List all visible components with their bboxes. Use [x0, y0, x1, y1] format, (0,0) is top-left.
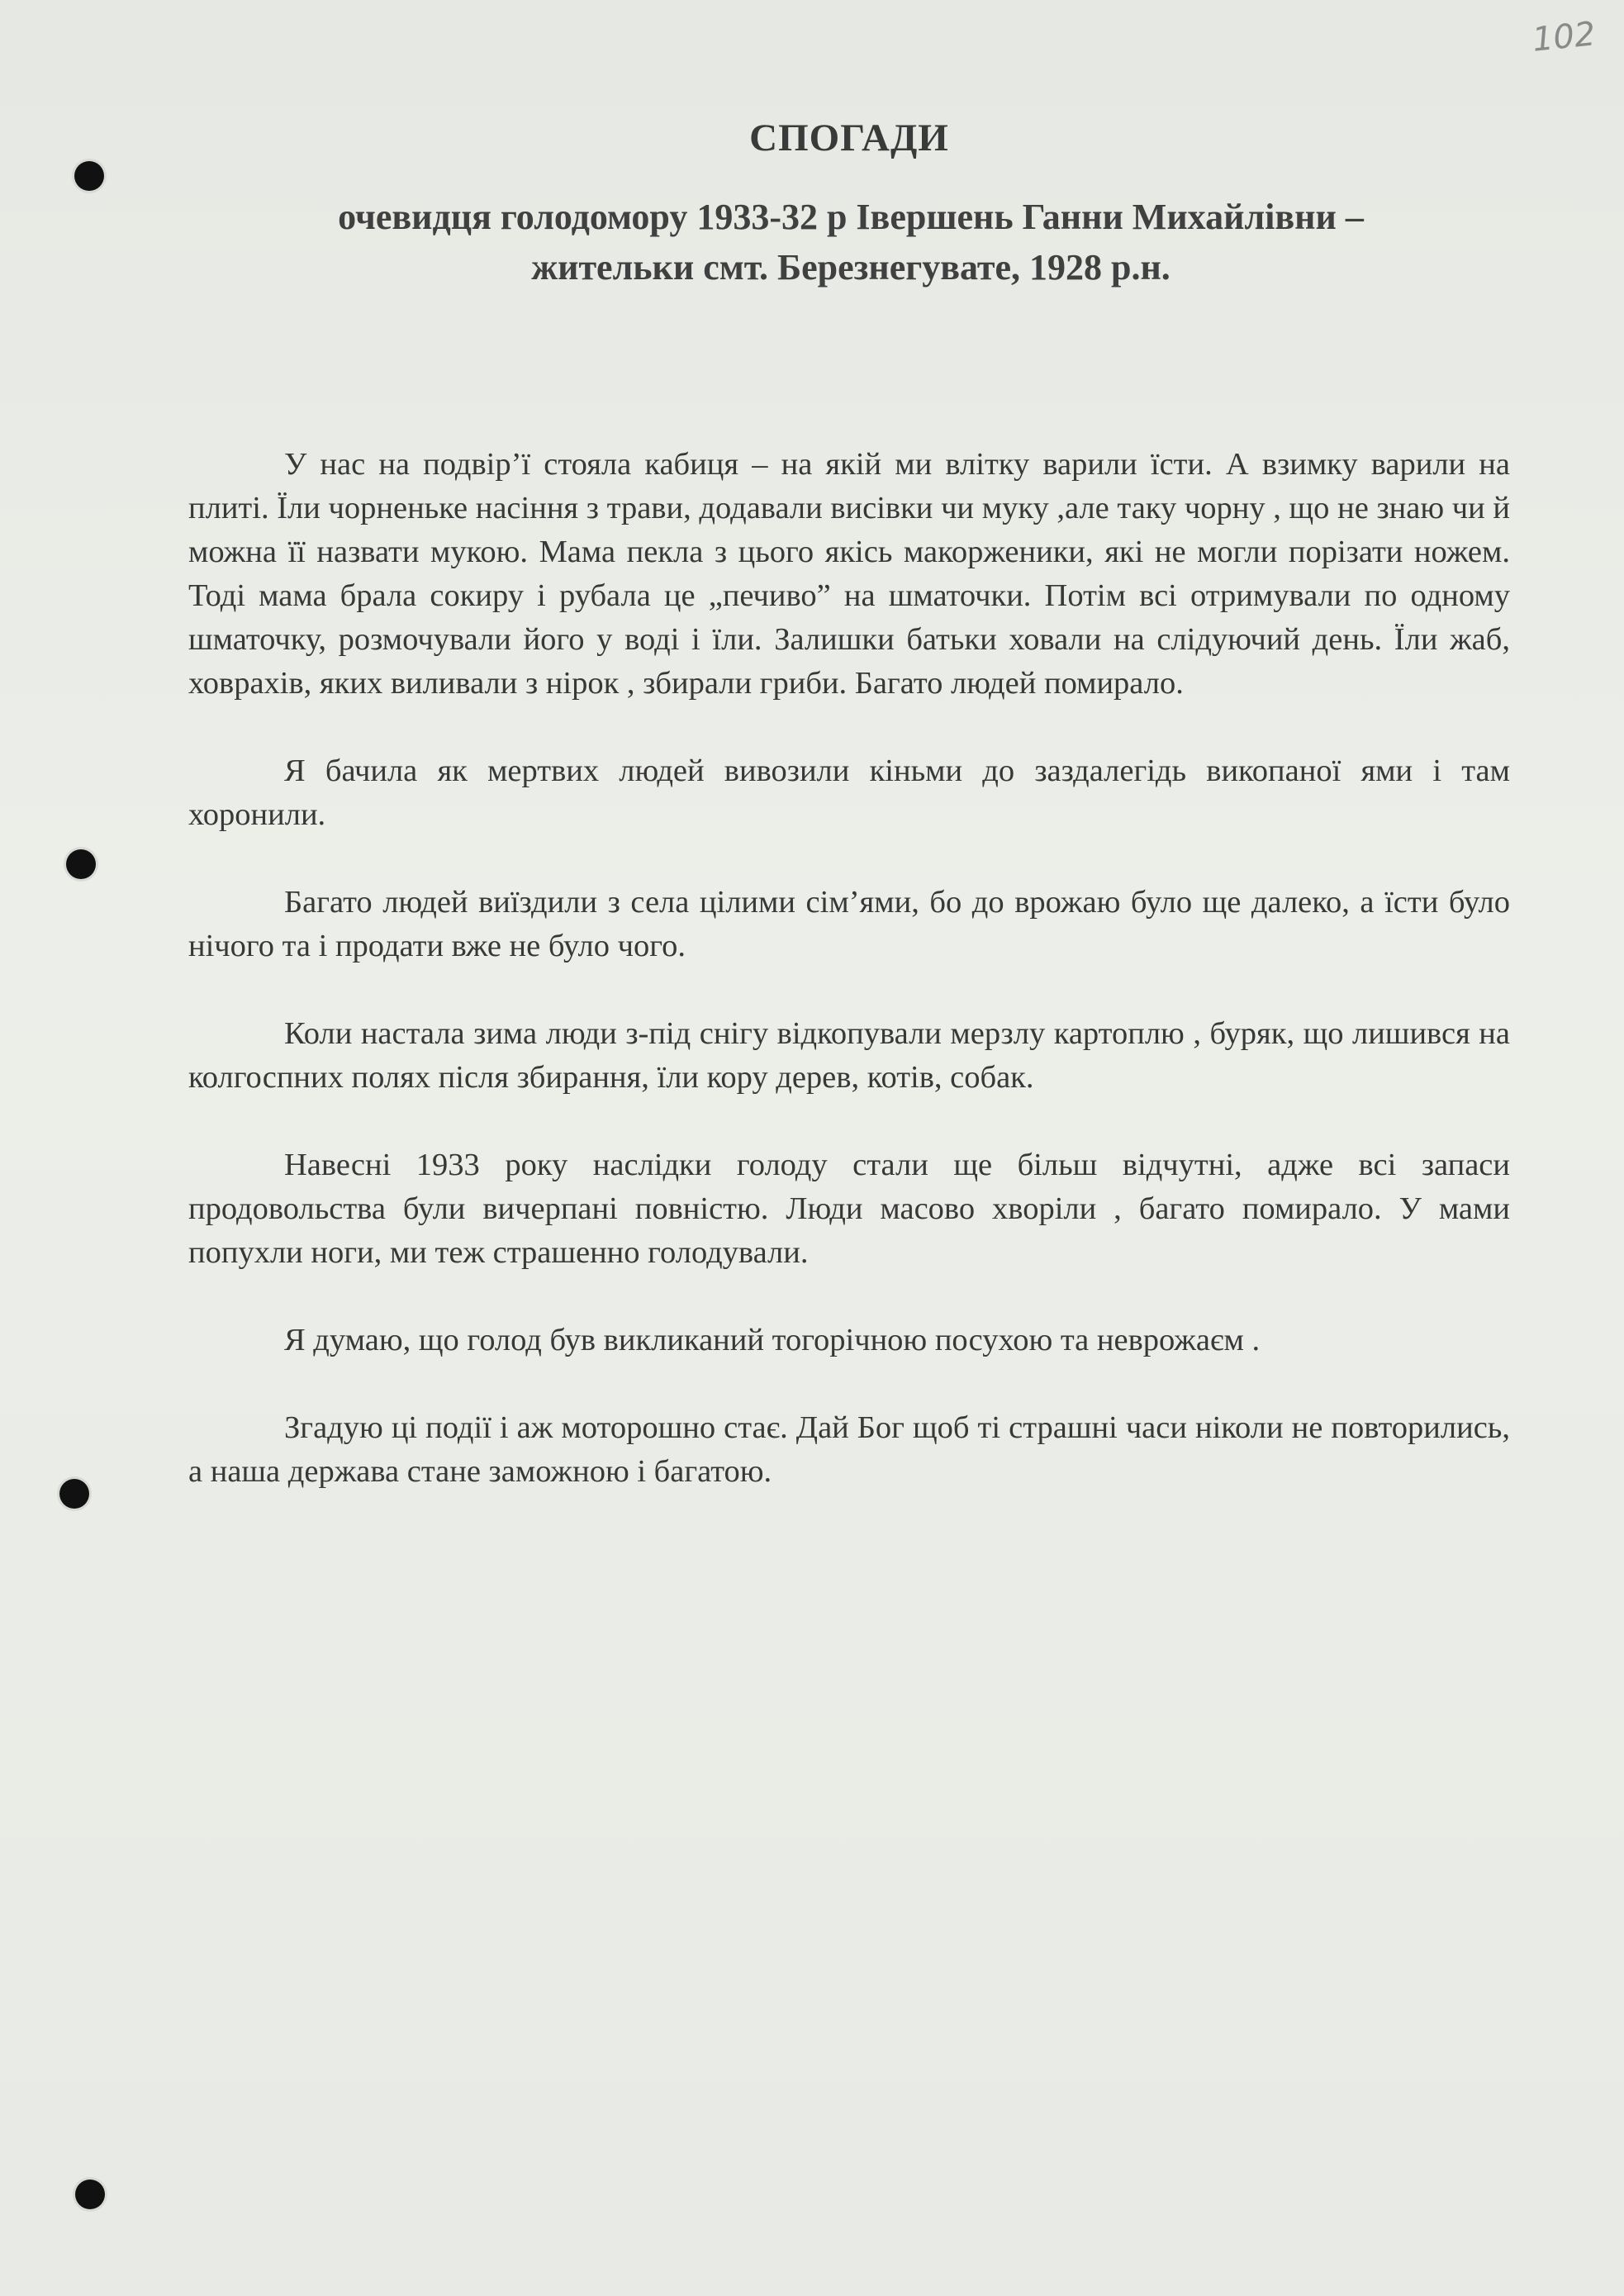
document-subtitle — [207, 192, 1495, 292]
document-title: СПОГАДИ — [749, 116, 949, 159]
page-number: 102 — [1530, 15, 1598, 59]
paragraph-5: Навесні 1933 року наслідки голоду стали ще більш відчутні, адже всі запаси продовольства були вичерпані повністю. Люди масово хворіли , багато помирало. У мами попухли ноги, ми теж страшенно голодували. — [188, 1148, 1510, 1270]
punch-hole-4 — [75, 2180, 105, 2209]
paragraph-6: Я думаю, що голод був викликаний тогорічною посухою та неврожаєм . — [284, 1323, 1261, 1357]
subtitle-line-2: жительки смт. Березнегувате, 1928 р.н. — [531, 247, 1171, 288]
punch-hole-1 — [74, 161, 104, 191]
paragraph-4: Коли настала зима люди з-під снігу відкопували мерзлу картоплю , буряк, що лишився на колгоспних полях після збирання, їли кору дерев, котів, собак. — [188, 1016, 1510, 1095]
paragraph-7: Згадую ці події і аж моторошно стає. Дай Бог щоб ті страшні часи ніколи не повторились, а наша держава стане заможною і багатою. — [188, 1410, 1510, 1489]
paragraph-3: Багато людей виїздили з села цілими сім’ями, бо до врожаю було ще далеко, а їсти було нічого та і продати вже не було чого. — [188, 885, 1510, 963]
memoir-body — [188, 443, 1510, 1538]
paragraph-1: У нас на подвір’ї стояла кабиця – на якій ми влітку варили їсти. А взимку варили на плиті. Їли чорненьке насіння з трави, додавали висівки чи муку ,але таку чорну , що не знаю чи й можна її назвати мукою. Мама пекла з цього якісь макорженики, які не могли порізати ножем. Тоді мама брала сокиру і рубала це „печиво” на шматочки. Потім всі отримували по одному шматочку, розмочували його у воді і їли. Залишки батьки ховали на слідуючий день. Їли жаб, ховрахів, яких виливали з нірок , збирали гриби. Багато людей помирало. — [188, 447, 1510, 701]
paragraph-2: Я бачила як мертвих людей вивозили кіньми до заздалегідь викопаної ями і там хоронили. — [188, 753, 1510, 832]
punch-hole-2 — [66, 849, 96, 879]
subtitle-line-1: очевидця голодомору 1933-32 р Івершень Ганни Михайлівни – — [338, 197, 1364, 237]
punch-hole-3 — [59, 1479, 89, 1509]
